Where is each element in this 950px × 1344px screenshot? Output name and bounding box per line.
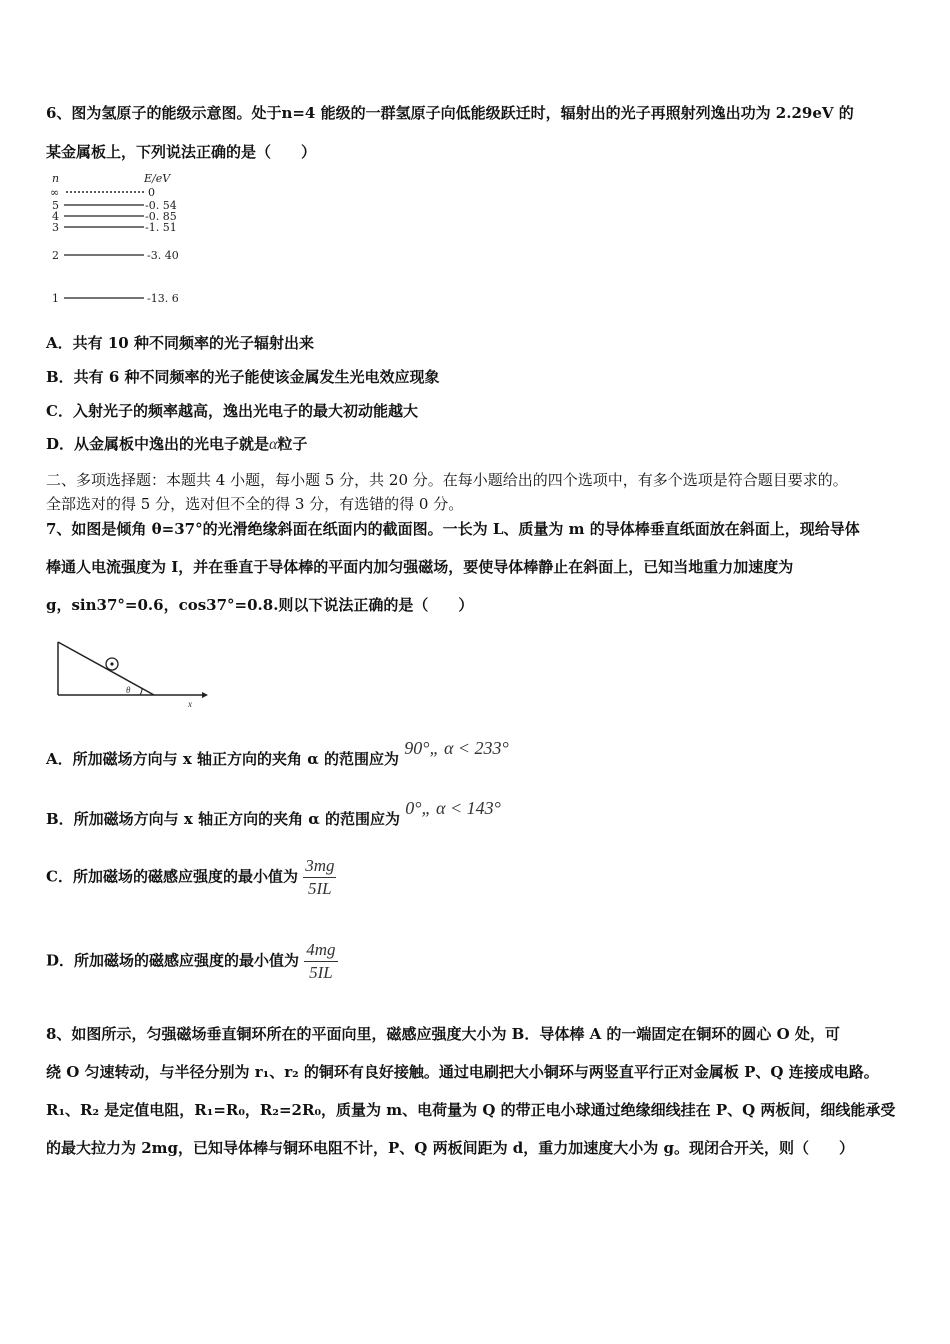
diagram-n-label: n <box>52 172 60 185</box>
level-n-3: 3 <box>52 221 59 234</box>
q6-option-d-alpha: α <box>269 436 278 453</box>
q8-stem-line3: R₁、R₂ 是定值电阻，R₁=R₀，R₂=2R₀，质量为 m、电荷量为 Q 的带正电小球通过绝缘细线挂在 P、Q 两板间，细线能承受 <box>46 1101 896 1119</box>
q8-stem-line1: 8、如图所示，匀强磁场垂直铜环所在的平面向里，磁感应强度大小为 B．导体棒 A 的一端固定在铜环的圆心 O 处，可 <box>46 1025 840 1043</box>
incline-diagram <box>54 638 214 710</box>
level-e-1: -13. 6 <box>147 292 179 305</box>
q7-option-a-formula: 90°„ α < 233° <box>404 738 509 758</box>
level-n-inf: ∞ <box>50 186 60 199</box>
angle-theta-label: θ <box>126 685 131 695</box>
q7-stem-line1: 7、如图是倾角 θ=37°的光滑绝缘斜面在纸面内的截面图。一长为 L、质量为 m 的导体棒垂直纸面放在斜面上，现给导体 <box>46 520 860 538</box>
section2-heading-line2: 全部选对的得 5 分，选对但不全的得 3 分，有选错的得 0 分。 <box>46 495 464 513</box>
q6-option-d <box>46 433 307 454</box>
q7-option-c-text: C．所加磁场的磁感应强度的最小值为 <box>46 867 298 886</box>
angle-arc <box>140 688 142 695</box>
q7-option-d-numerator: 4mg <box>304 940 337 962</box>
q6-option-c: C．入射光子的频率越高，逸出光电子的最大初动能越大 <box>46 402 418 420</box>
q7-option-c <box>46 856 336 899</box>
q6-option-a: A．共有 10 种不同频率的光子辐射出来 <box>46 334 314 352</box>
level-n-5: 5 <box>52 199 59 212</box>
level-e-3: -1. 51 <box>145 221 177 234</box>
q7-option-c-denominator: 5IL <box>308 879 332 898</box>
q7-option-a <box>46 738 509 769</box>
q7-option-c-numerator: 3mg <box>303 856 336 878</box>
q7-stem-line3: g，sin37°=0.6，cos37°=0.8.则以下说法正确的是（ ） <box>46 596 474 614</box>
level-e-5: -0. 54 <box>145 199 177 212</box>
q8-stem-line2: 绕 O 匀速转动，与半径分别为 r₁、r₂ 的铜环有良好接触。通过电刷把大小铜环与两竖直平行正对金属板 P、Q 连接成电路。 <box>46 1063 879 1081</box>
q7-option-b-formula: 0°„ α < 143° <box>405 798 501 818</box>
incline-slope <box>58 642 154 695</box>
q7-option-b <box>46 798 501 829</box>
level-e-inf: 0 <box>148 186 155 199</box>
section2-heading-line1: 二、多项选择题：本题共 4 小题，每小题 5 分，共 20 分。在每小题给出的四个选项中，有多个选项是符合题目要求的。 <box>46 471 848 489</box>
q7-option-d-denominator: 5IL <box>309 963 333 982</box>
diagram-e-label: E/eV <box>144 172 171 185</box>
q7-option-d-fraction <box>304 940 337 983</box>
q7-stem-line2: 棒通人电流强度为 I，并在垂直于导体棒的平面内加匀强磁场，要使导体棒静止在斜面上，已知当地重力加速度为 <box>46 558 794 576</box>
q7-option-d-text: D．所加磁场的磁感应强度的最小值为 <box>46 951 300 970</box>
q6-option-d-post: 粒子 <box>277 435 308 453</box>
level-e-2: -3. 40 <box>147 249 179 262</box>
level-n-1: 1 <box>52 292 59 305</box>
q6-option-d-text: D．从金属板中逸出的光电子就是 <box>46 435 270 453</box>
q7-option-d <box>46 940 338 983</box>
q7-option-a-text: A．所加磁场方向与 x 轴正方向的夹角 α 的范围应为 <box>46 750 400 768</box>
current-dot <box>110 662 113 665</box>
q6-stem-line1: 6、图为氢原子的能级示意图。处于n=4 能级的一群氢原子向低能级跃迁时，辐射出的光子再照射列逸出功为 2.29eV 的 <box>46 104 854 122</box>
axis-x-label: x <box>188 699 192 709</box>
energy-level-diagram <box>48 172 198 310</box>
q6-stem-line2: 某金属板上，下列说法正确的是（ ） <box>46 143 317 161</box>
q8-stem-line4: 的最大拉力为 2mg，已知导体棒与铜环电阻不计，P、Q 两板间距为 d，重力加速度大小为 g。现闭合开关，则（ ） <box>46 1139 855 1157</box>
q6-option-b: B．共有 6 种不同频率的光子能使该金属发生光电效应现象 <box>46 368 440 386</box>
q7-option-b-text: B．所加磁场方向与 x 轴正方向的夹角 α 的范围应为 <box>46 810 401 828</box>
level-n-4: 4 <box>52 210 59 223</box>
x-axis-arrow <box>202 692 208 698</box>
level-n-2: 2 <box>52 249 59 262</box>
level-e-4: -0. 85 <box>145 210 177 223</box>
q7-option-c-fraction <box>303 856 336 899</box>
